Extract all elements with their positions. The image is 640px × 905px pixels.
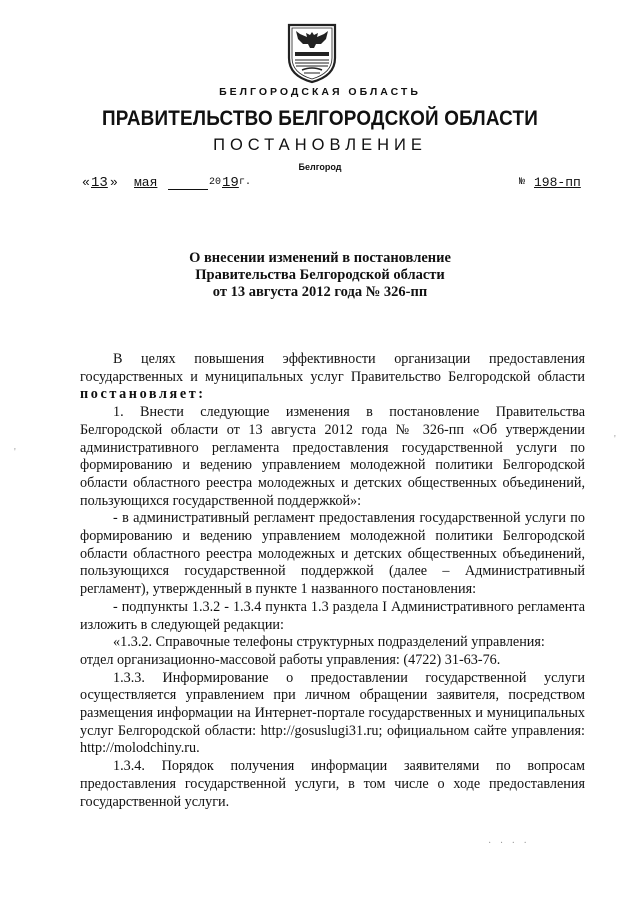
date-day: 13	[91, 175, 108, 191]
paragraph-1-3-3: 1.3.3. Информирование о предоставлении государственной услуги осуществляется управлением при личном обращении заявителя, посредством размещения информации на Интернет-портале государственных и муниципальных услуг Белгородской области: http://gosuslugi31.ru; официальном сайте управления: http://molodchiny.ru.	[80, 669, 585, 757]
paragraph-regulation: - в административный регламент предоставления государственной услуги по формированию и ведению управлением молодежной политики Белгородской области областного реестра молодежных и детских общественных объединений, пользующихся государственной поддержкой (далее – Административный регламент), утвержденный в пункте 1 названного постановления:	[80, 510, 585, 598]
title-line: О внесении изменений в постановление	[189, 250, 451, 266]
document-title	[0, 250, 640, 301]
document-type: ПОСТАНОВЛЕНИЕ	[213, 136, 427, 154]
paragraph-phone: отдел организационно-массовой работы управления: (4722) 31-63-76.	[80, 651, 501, 668]
date-month-line	[168, 189, 208, 190]
title-line: от 13 августа 2012 года № 326-пп	[212, 284, 428, 300]
resolves-word: постановляет:	[80, 386, 206, 403]
date-month: мая	[134, 175, 158, 190]
decree-number: 198-пп	[534, 175, 581, 190]
city-name: Белгород	[298, 162, 342, 172]
paragraph-1-3-2: «1.3.2. Справочные телефоны структурных подразделений управления:	[113, 634, 545, 651]
scan-speck: '	[614, 434, 616, 445]
date-year-prefix: 20	[209, 177, 222, 188]
paragraph-1-3-4: 1.3.4. Порядок получения информации заявителями по вопросам предоставления государственной услуги, в том числе о ходе предоставления государственной услуги.	[80, 758, 585, 810]
document-body	[80, 351, 585, 811]
paragraph-resolves	[80, 386, 585, 404]
date-year-suffix: 19	[222, 175, 239, 191]
date-and-number-line	[82, 175, 582, 193]
number-label: №	[519, 177, 526, 188]
date-quote-close: »	[110, 175, 118, 190]
date-year-mark: г.	[239, 177, 252, 188]
paragraph-preamble: В целях повышения эффективности организации предоставления государственных и муниципальных услуг Правительство Белгородской области	[80, 351, 585, 385]
paragraph-item-1: 1. Внести следующие изменения в постановление Правительства Белгородской области от 13 августа 2012 года № 326-пп «Об утверждении административного регламента предоставления государственной услуги по формированию и ведению управлением молодежной политики Белгородской области областного реестра молодежных и детских общественных объединений, пользующихся государственной поддержкой»:	[80, 404, 585, 509]
paragraph-subitems: - подпункты 1.3.2 - 1.3.4 пункта 1.3 раздела I Административного регламента изложить в следующей редакции:	[80, 598, 585, 633]
government-name: ПРАВИТЕЛЬСТВО БЕЛГОРОДСКОЙ ОБЛАСТИ	[101, 107, 539, 130]
region-name: БЕЛГОРОДСКАЯ ОБЛАСТЬ	[219, 86, 421, 98]
title-line: Правительства Белгородской области	[195, 267, 445, 283]
date-quote-open: «	[82, 175, 90, 190]
scan-speck: · · · ·	[488, 838, 530, 849]
belgorod-coat-of-arms-icon	[286, 22, 338, 84]
scan-speck: '	[14, 447, 16, 458]
